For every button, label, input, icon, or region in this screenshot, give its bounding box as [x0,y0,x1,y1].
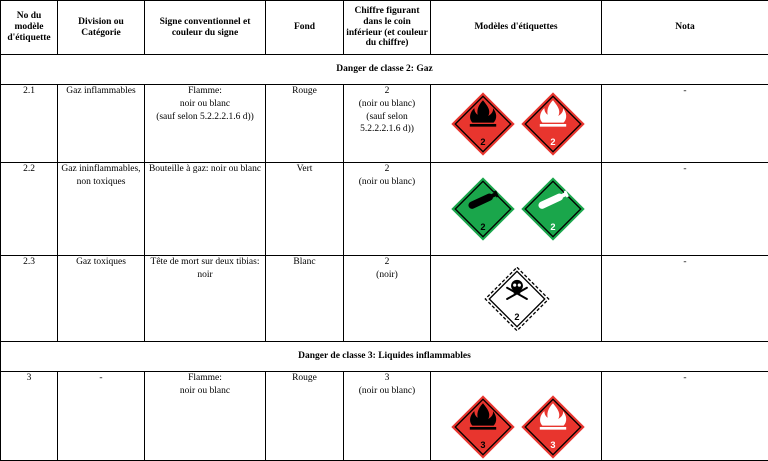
cell-modeles [431,85,602,163]
cell-chiffre [344,85,431,163]
cell-chiffre [344,163,431,256]
cell-no: 2.2 [1,163,58,256]
cell-chiffre [344,372,431,461]
header-row [1,1,768,55]
cell-no: 2.3 [1,256,58,342]
section-title-class3: Danger de classe 3: Liquides inflammables [1,342,768,372]
signe-line: Bouteille à gaz: noir ou blanc [147,163,263,176]
signe-line: noir ou blanc [147,385,263,398]
label-class-number: 2 [514,312,519,322]
cell-modeles [431,163,602,256]
cell-no: 3 [1,372,58,461]
hazard-label [520,91,586,157]
header-division: Division ou Catégorie [58,1,145,55]
chiffre-line: 2 [346,256,428,269]
header-nota: Nota [602,1,768,55]
cell-division: - [58,372,145,461]
cell-signe [145,372,266,461]
section-title-class2: Danger de classe 2: Gaz [1,55,768,85]
hazard-diamond [520,91,586,157]
cell-signe [145,256,266,342]
hazard-label [450,91,516,157]
chiffre-line: (noir ou blanc) [346,176,428,189]
cell-chiffre [344,256,431,342]
chiffre-line: 5.2.2.2.1.6 d)) [346,123,428,136]
chiffre-line: (sauf selon [346,111,428,124]
table-row [1,85,768,163]
header-signe: Signe conventionnel et couleur du signe [145,1,266,55]
hazard-label [520,176,586,242]
chiffre-line: (noir ou blanc) [346,385,428,398]
label-class-number: 2 [550,137,555,147]
label-class-number: 3 [480,440,485,450]
cell-fond: Vert [266,163,344,256]
hazard-label [450,176,516,242]
header-no: No du modèle d'étiquette [1,1,58,55]
label-class-number: 2 [550,222,555,232]
cell-division: Gaz ininflammables, non toxiques [58,163,145,256]
header-fond: Fond [266,1,344,55]
chiffre-line: 3 [346,372,428,385]
nota-dash: - [683,256,686,269]
hazard-diamond [450,91,516,157]
table-row [1,163,768,256]
hazard-label [520,394,586,460]
cell-no: 2.1 [1,85,58,163]
signe-line: Tête de mort sur deux tibias: noir [147,256,263,282]
signe-line: (sauf selon 5.2.2.2.1.6 d)) [147,111,263,124]
header-chiffre: Chiffre figurant dans le coin inférieur (et couleur du chiffre) [344,1,431,55]
cell-nota [602,256,768,342]
signe-line: noir ou blanc [147,98,263,111]
cell-division: Gaz toxiques [58,256,145,342]
table-row [1,372,768,461]
chiffre-line: (noir) [346,269,428,282]
section-row-class3 [1,342,768,372]
hazard-diamond [484,266,550,332]
chiffre-line: 2 [346,163,428,176]
chiffre-line: (noir ou blanc) [346,98,428,111]
cell-fond: Rouge [266,85,344,163]
label-class-number: 2 [480,222,485,232]
cell-nota [602,163,768,256]
hazard-diamond [520,394,586,460]
table-row [1,256,768,342]
hazard-diamond [450,176,516,242]
cell-signe [145,85,266,163]
cell-nota [602,85,768,163]
cell-modeles [431,372,602,461]
signe-line: Flamme: [147,372,263,385]
section-row-class2 [1,55,768,85]
hazard-diamond [450,394,516,460]
signe-line: Flamme: [147,85,263,98]
hazard-diamond [520,176,586,242]
nota-dash: - [683,85,686,98]
cell-division: Gaz inflammables [58,85,145,163]
header-modeles: Modèles d'étiquettes [431,1,602,55]
hazard-label [484,266,550,332]
nota-dash: - [683,163,686,176]
cell-fond: Blanc [266,256,344,342]
cell-signe [145,163,266,256]
cell-fond: Rouge [266,372,344,461]
chiffre-line: 2 [346,85,428,98]
hazard-label [450,394,516,460]
label-class-number: 2 [480,137,485,147]
cell-modeles [431,256,602,342]
label-class-number: 3 [550,440,555,450]
cell-nota [602,372,768,461]
nota-dash: - [683,372,686,385]
